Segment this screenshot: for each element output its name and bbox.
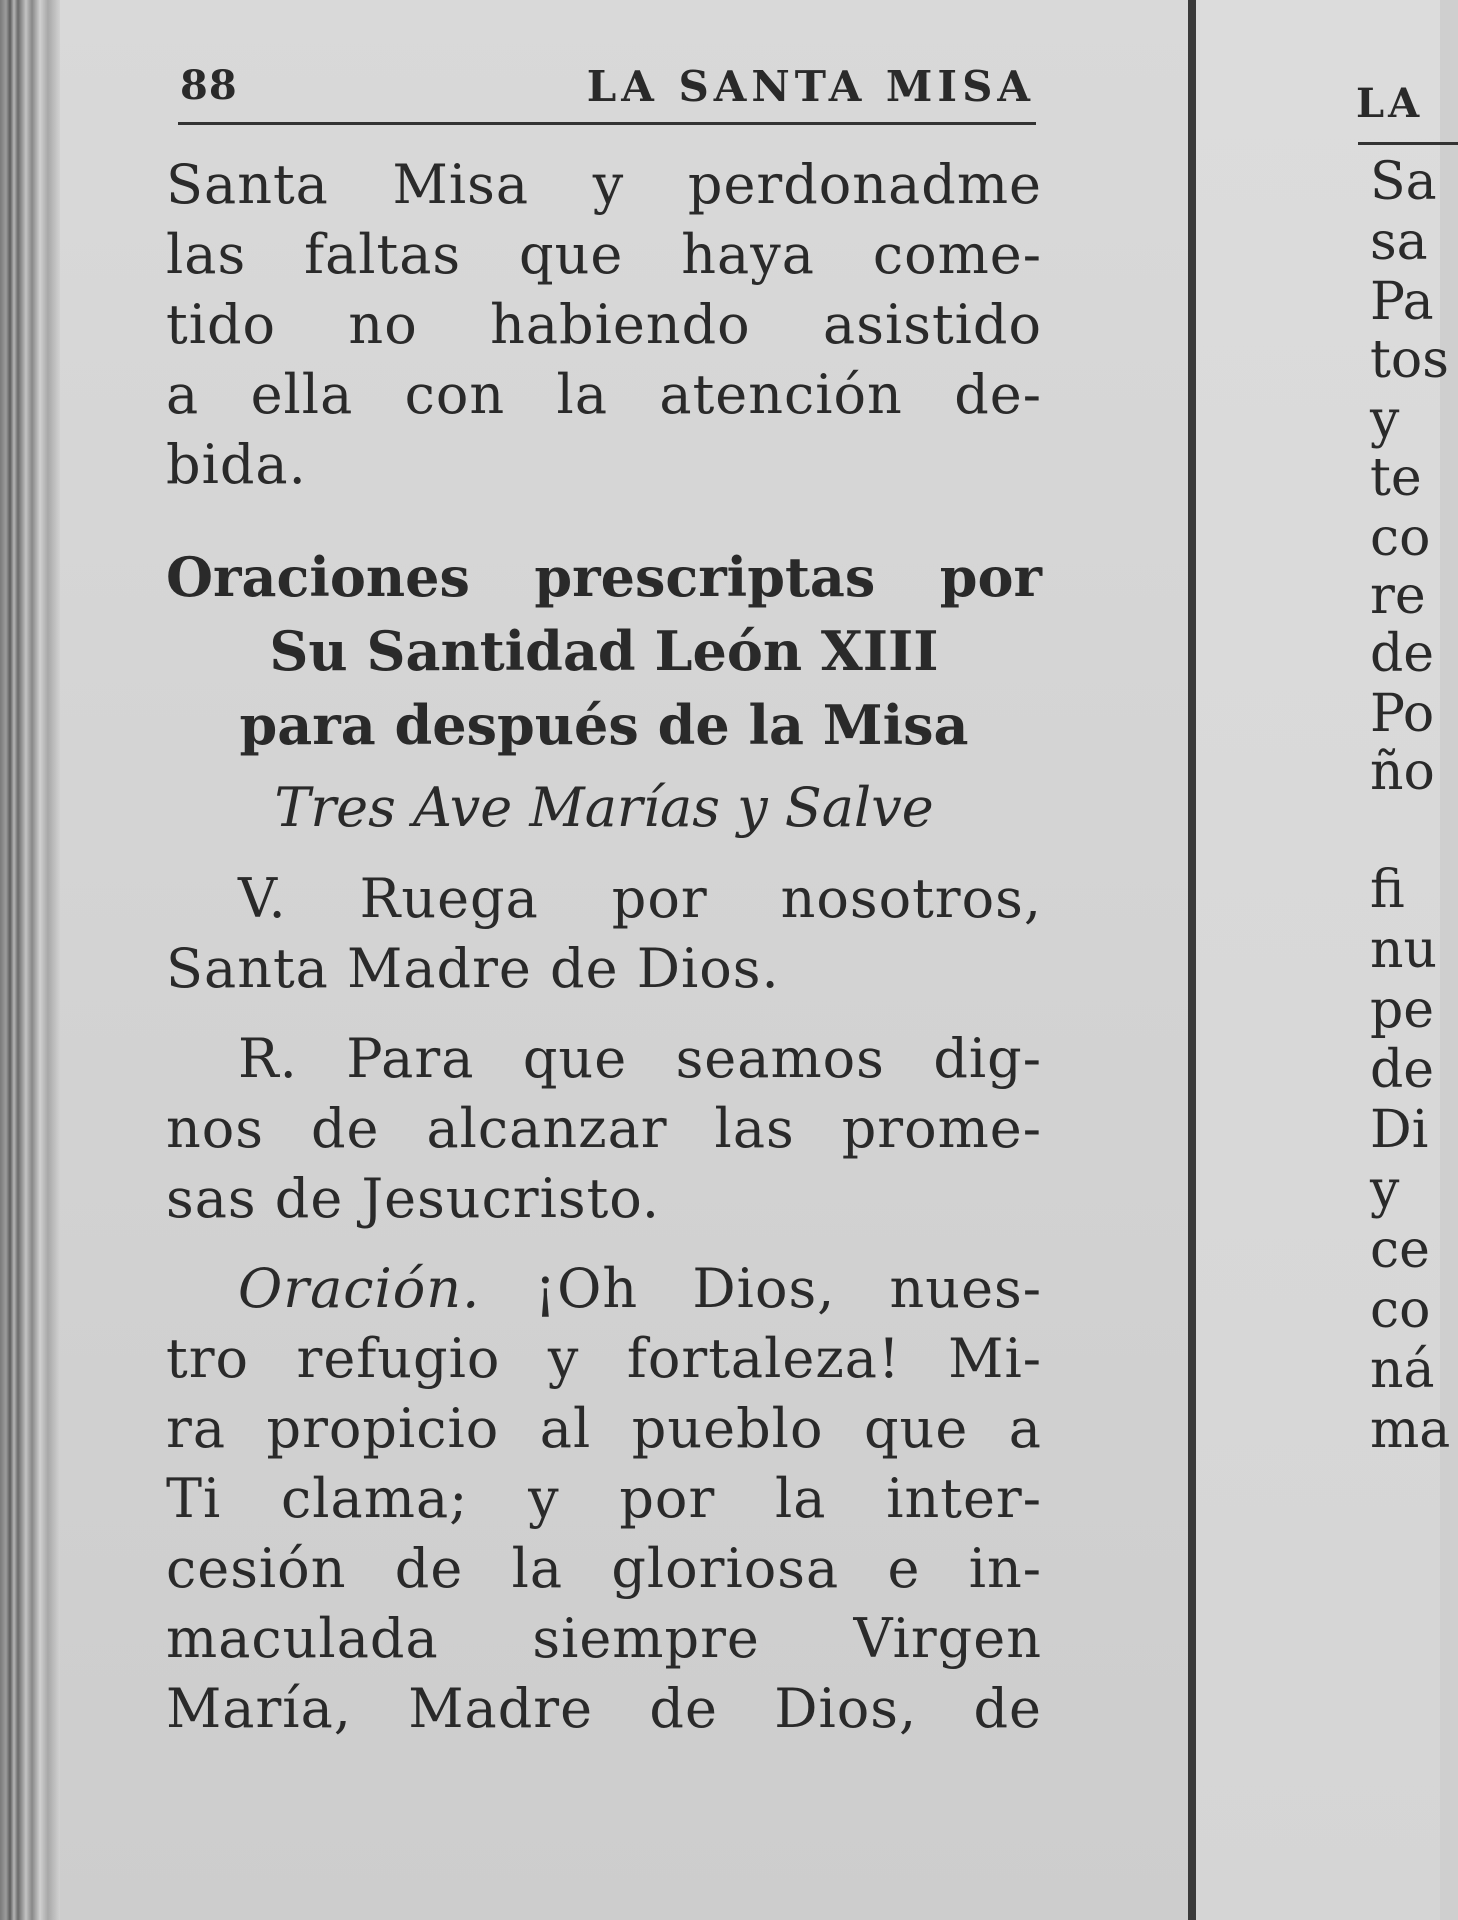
right-page-text-fragment: Po bbox=[1370, 684, 1435, 744]
response-paragraph bbox=[166, 1024, 1042, 1234]
text-line: maculada siempre Virgen bbox=[166, 1607, 1042, 1670]
text-line: tro refugio y fortaleza! Mi- bbox=[166, 1327, 1042, 1390]
intro-paragraph bbox=[166, 150, 1042, 500]
page-gutter bbox=[1188, 0, 1196, 1920]
text-line: sas de Jesucristo. bbox=[166, 1167, 661, 1230]
text-line: Santa Misa y perdonadme bbox=[166, 153, 1042, 216]
subheading: Tres Ave Marías y Salve bbox=[274, 776, 934, 839]
right-page-text-fragment: ma bbox=[1370, 1400, 1451, 1460]
right-page-text-fragment: sa bbox=[1370, 212, 1428, 272]
heading-line: Su Santidad León XIII bbox=[269, 619, 939, 683]
section-heading bbox=[166, 540, 1042, 762]
right-page-text-fragment: Di bbox=[1370, 1100, 1429, 1160]
right-page-text-fragment: te bbox=[1370, 448, 1422, 508]
prayer-first-text: ¡Oh Dios, nues- bbox=[534, 1257, 1042, 1320]
right-page-text-fragment: Pa bbox=[1370, 272, 1434, 332]
right-page-text-fragment: fi bbox=[1370, 860, 1405, 920]
right-page-text-fragment: y bbox=[1370, 390, 1400, 450]
versicle-paragraph bbox=[166, 864, 1042, 1004]
right-page-text-fragment: co bbox=[1370, 508, 1431, 568]
text-line: las faltas que haya come- bbox=[166, 223, 1042, 286]
right-page-text-fragment: Sa bbox=[1370, 152, 1437, 212]
text-line: nos de alcanzar las prome- bbox=[166, 1097, 1042, 1160]
right-page-text-fragment: nu bbox=[1370, 920, 1437, 980]
text-line: ra propicio al pueblo que a bbox=[166, 1397, 1042, 1460]
text-line: R. Para que seamos dig- bbox=[238, 1027, 1042, 1090]
text-line: María, Madre de Dios, de bbox=[166, 1677, 1042, 1740]
heading-line: Oraciones prescriptas por bbox=[166, 545, 1042, 609]
text-line: Ti clama; y por la inter- bbox=[166, 1467, 1042, 1530]
book-binding bbox=[0, 0, 60, 1920]
text-line: cesión de la gloriosa e in- bbox=[166, 1537, 1042, 1600]
page-body bbox=[166, 150, 1042, 1744]
prayer-first-line bbox=[166, 1254, 1042, 1324]
text-line: tido no habiendo asistido bbox=[166, 293, 1042, 356]
page-header bbox=[180, 62, 1035, 124]
right-page-text-fragment: de bbox=[1370, 1040, 1435, 1100]
right-page-text-fragment: ce bbox=[1370, 1220, 1430, 1280]
right-page-header: LA bbox=[1356, 80, 1424, 127]
header-rule bbox=[178, 122, 1036, 125]
text-line: V. Ruega por nosotros, bbox=[238, 867, 1042, 930]
running-title: LA SANTA MISA bbox=[586, 62, 1035, 111]
text-line: Santa Madre de Dios. bbox=[166, 937, 780, 1000]
heading-line: para después de la Misa bbox=[239, 693, 969, 757]
right-page-text-fragment: re bbox=[1370, 566, 1426, 626]
right-page-text-fragment: co bbox=[1370, 1280, 1431, 1340]
right-header-rule bbox=[1358, 142, 1458, 145]
right-page-text-fragment: y bbox=[1370, 1160, 1400, 1220]
prayer-paragraph bbox=[166, 1254, 1042, 1744]
text-line: bida. bbox=[166, 433, 307, 496]
right-page-text-fragment: ná bbox=[1370, 1340, 1435, 1400]
prayer-label: Oración. bbox=[238, 1257, 481, 1320]
text-line: a ella con la atención de- bbox=[166, 363, 1042, 426]
page-number: 88 bbox=[180, 62, 238, 109]
right-page-text-fragment: de bbox=[1370, 624, 1435, 684]
right-page-text-fragment: ño bbox=[1370, 742, 1435, 802]
right-page-text-fragment: pe bbox=[1370, 980, 1435, 1040]
right-page-text-fragment: tos bbox=[1370, 330, 1449, 390]
